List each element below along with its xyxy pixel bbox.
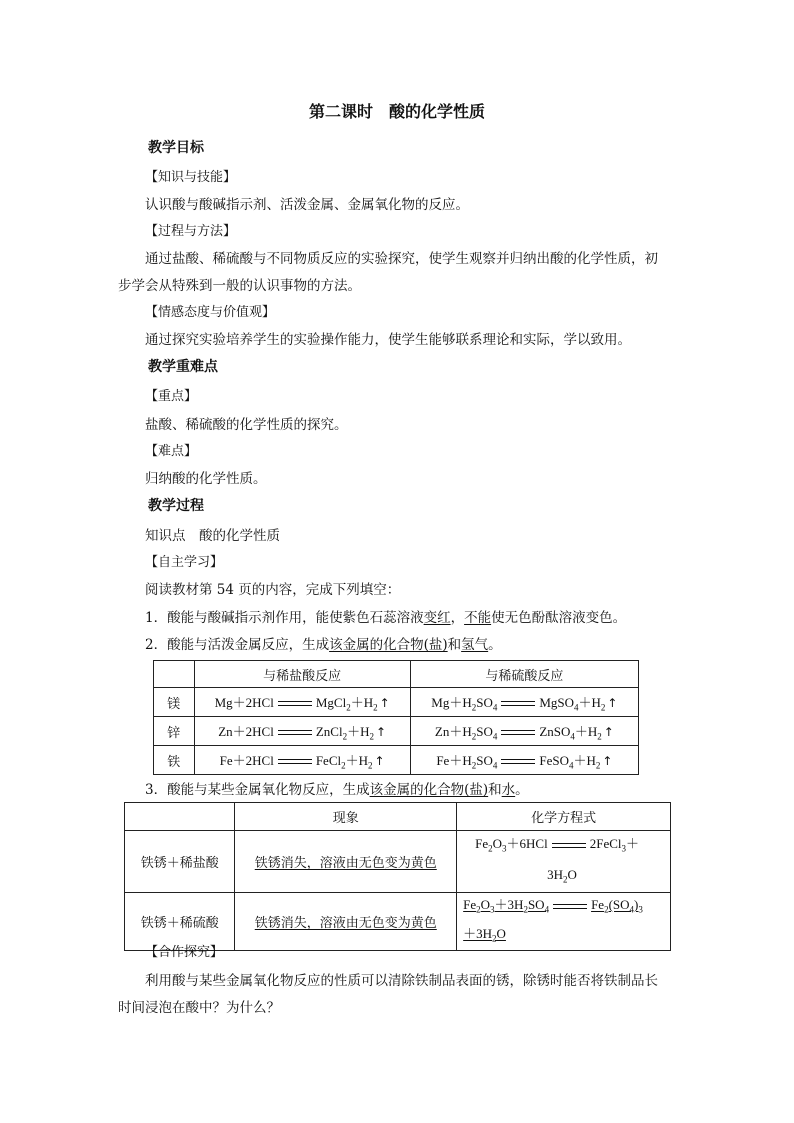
text-process-method-2: 步学会从特殊到一般的认识事物的方法。 <box>118 278 361 294</box>
up-arrow-icon: ↑ <box>375 724 387 739</box>
header-equation: 化学方程式 <box>457 803 671 831</box>
label-cooperative: 【合作探究】 <box>145 945 224 960</box>
up-arrow-icon: ↑ <box>602 753 613 768</box>
rust-acid-table <box>124 802 671 951</box>
text-key-point: 盐酸、稀硫酸的化学性质的探究。 <box>145 417 348 433</box>
heading-teaching-process: 教学过程 <box>148 498 204 514</box>
blank-metal-compound: 该金属的化合物(盐) <box>329 637 448 653</box>
table-row <box>125 831 671 893</box>
item-2: 2．酸能与活泼金属反应，生成该金属的化合物(盐)和氢气。 <box>145 637 502 653</box>
metal-zn: 锌 <box>154 717 195 746</box>
label-knowledge-skills: 【知识与技能】 <box>145 170 237 185</box>
phenomenon-h2so4: 铁锈消失，溶液由无色变为黄色 <box>254 916 437 932</box>
table-row <box>154 717 639 746</box>
eq-rust-h2so4: $Fe_2O_3+3H_2SO_4$ $Fe_2(SO_4)_3$ $+3H_2O$ <box>457 893 671 951</box>
metal-mg: 镁 <box>154 688 195 717</box>
phenomenon-hcl: 铁锈消失，溶液由无色变为黄色 <box>254 856 437 872</box>
eq-mg-hcl: Mg＋2HCl $MgCl_2+H_2$ ↑ <box>194 688 410 717</box>
label-key-point: 【重点】 <box>145 389 198 404</box>
eq-zn-hcl: Zn＋2HCl $ZnCl_2+H_2$ ↑ <box>194 717 410 746</box>
label-emotion-values: 【情感态度与价值观】 <box>145 305 276 320</box>
text-cooperative-1: 利用酸与某些金属氧化物反应的性质可以清除铁制品表面的锈，除锈时能否将铁制品长 <box>145 973 658 989</box>
header-hcl: 与稀盐酸反应 <box>194 661 410 688</box>
eq-rust-hcl: $Fe_2O_3+6HCl$ 2FeCl$_3$＋ $3H_2O$ <box>457 831 671 893</box>
metal-fe: 铁 <box>154 746 195 775</box>
text-knowledge-point: 知识点 酸的化学性质 <box>145 528 280 544</box>
heading-key-difficult: 教学重难点 <box>148 359 218 375</box>
label-difficult-point: 【难点】 <box>145 444 198 459</box>
item-3: 3．酸能与某些金属氧化物反应，生成该金属的化合物(盐)和水。 <box>145 782 529 798</box>
text-reading-task: 阅读教材第 54 页的内容，完成下列填空： <box>145 582 401 598</box>
item-1: 1．酸能与酸碱指示剂作用，能使紫色石蕊溶液变红，不能使无色酚酞溶液变色。 <box>145 610 627 626</box>
page-title: 第二课时 酸的化学性质 <box>308 102 485 121</box>
eq-fe-hcl: Fe＋2HCl $FeCl_2+H_2$ ↑ <box>194 746 410 775</box>
text-knowledge-skills: 认识酸与酸碱指示剂、活泼金属、金属氧化物的反应。 <box>145 197 469 213</box>
label-self-study: 【自主学习】 <box>145 555 224 570</box>
header-h2so4: 与稀硫酸反应 <box>410 661 638 688</box>
up-arrow-icon: ↑ <box>603 724 614 739</box>
eq-fe-h2so4: $Fe+H_2SO_4$ $FeSO_4+H_2$ ↑ <box>410 746 638 775</box>
blank-cannot: 不能 <box>464 610 492 626</box>
row-rust-hcl: 铁锈＋稀盐酸 <box>125 831 235 893</box>
table-row <box>154 688 639 717</box>
text-difficult-point: 归纳酸的化学性质。 <box>145 471 267 487</box>
up-arrow-icon: ↑ <box>379 695 390 710</box>
table-row <box>154 746 639 775</box>
blank-metal-compound-2: 该金属的化合物(盐) <box>369 782 489 798</box>
heading-teaching-goals: 教学目标 <box>148 140 204 156</box>
blank-turns-red: 变红 <box>423 610 451 626</box>
acid-metal-table <box>153 660 639 775</box>
blank-water: 水 <box>501 782 516 798</box>
text-cooperative-2: 时间浸泡在酸中？为什么？ <box>118 1000 280 1016</box>
up-arrow-icon: ↑ <box>607 695 618 710</box>
up-arrow-icon: ↑ <box>374 753 385 768</box>
eq-zn-h2so4: $Zn+H_2SO_4$ $ZnSO_4+H_2$ ↑ <box>410 717 638 746</box>
header-phenomenon: 现象 <box>235 803 457 831</box>
label-process-method: 【过程与方法】 <box>145 224 237 239</box>
row-rust-h2so4: 铁锈＋稀硫酸 <box>125 893 235 951</box>
text-process-method-1: 通过盐酸、稀硫酸与不同物质反应的实验探究，使学生观察并归纳出酸的化学性质，初 <box>145 251 658 267</box>
blank-hydrogen: 氢气 <box>461 637 489 653</box>
text-emotion-values: 通过探究实验培养学生的实验操作能力，使学生能够联系理论和实际，学以致用。 <box>145 332 631 348</box>
eq-mg-h2so4: $Mg+H_2SO_4$ $MgSO_4+H_2$ ↑ <box>410 688 638 717</box>
